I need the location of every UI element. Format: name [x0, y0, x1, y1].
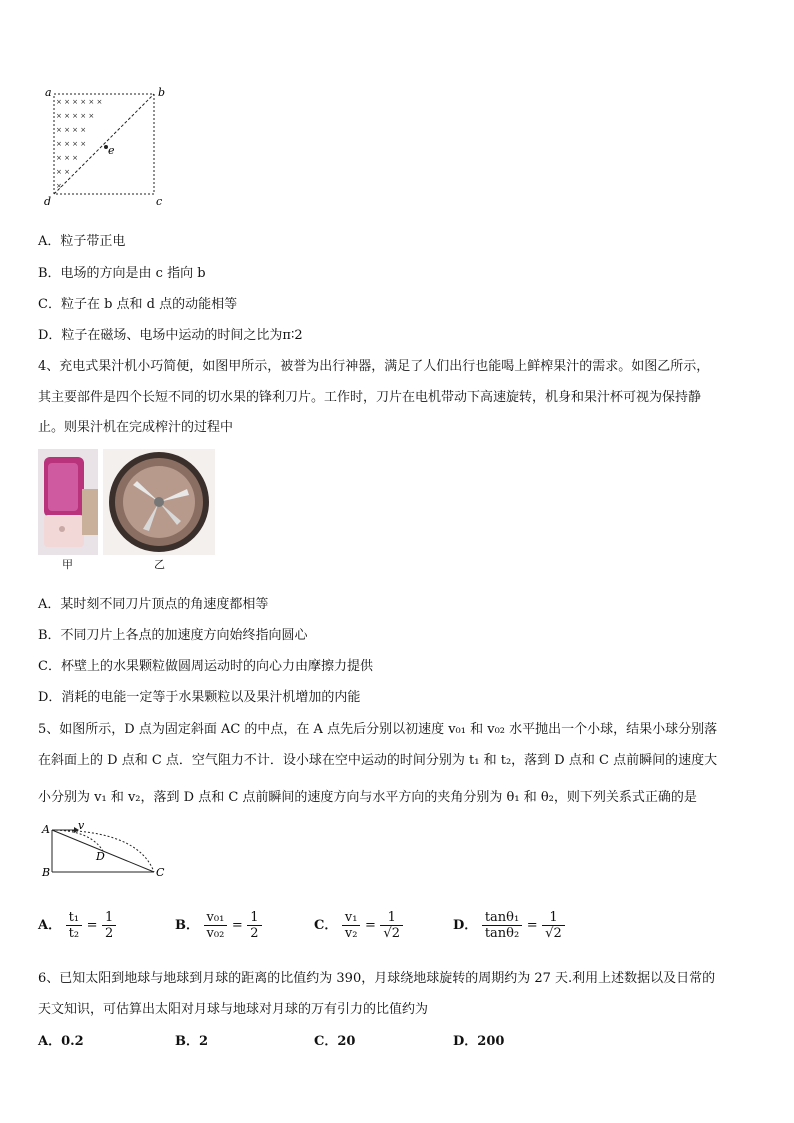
- q5-option-c: C． $\frac{\text{v₁}}{\text{v₂}}$ = $\frac{1}{√2}$: [314, 910, 403, 941]
- q3-option-a: A．粒子带正电: [38, 234, 126, 249]
- q5-d-den: tanθ₂: [484, 926, 520, 941]
- label-b: b: [158, 86, 166, 99]
- q5-c-den2: √2: [383, 926, 400, 941]
- q5-b-den: v₀₂: [206, 926, 225, 941]
- q5-b-num: v₀₁: [204, 910, 228, 926]
- q4-option-d: D．消耗的电能一定等于水果颗粒以及果汁机增加的内能: [38, 690, 361, 705]
- q5-b-den2: 2: [250, 926, 259, 941]
- label-C: C: [156, 866, 165, 879]
- label-D: D: [96, 850, 105, 863]
- q5-stem-line2: 在斜面上的 D 点和 C 点．空气阻力不计．设小球在空中运动的时间分别为 t₁ 和 t₂，落到 D 点和 C 点前瞬间的速度大: [38, 753, 718, 768]
- label-d: d: [44, 195, 52, 208]
- label-v: v: [78, 820, 85, 832]
- svg-text:× × × × ×: × × × × ×: [56, 112, 95, 120]
- q5-c-den: v₂: [344, 926, 358, 941]
- q5-b-num2: 1: [247, 910, 261, 926]
- q6-stem-line1: 6、已知太阳到地球与地球到月球的距离的比值约为 390，月球绕地球旋转的周期约为 27 天.利用上述数据以及日常的: [38, 971, 716, 986]
- q5-a-num2: 1: [102, 910, 116, 926]
- caption-yi: 乙: [154, 558, 165, 571]
- q5-option-b: B． $\frac{\text{v₀₁}}{\text{v₀₂}}$ = $\frac{1}{2}$: [175, 910, 262, 941]
- q5-c-num2: 1: [380, 910, 403, 926]
- label-c: c: [156, 195, 163, 208]
- label-B: B: [42, 866, 51, 879]
- svg-text:× × × × × ×: × × × × × ×: [56, 98, 103, 106]
- q3-option-c: C．粒子在 b 点和 d 点的动能相等: [38, 297, 238, 312]
- q5-option-b-label: B．: [175, 918, 199, 933]
- q5-option-a: A． $\frac{\text{t₁}}{\text{t₂}}$ = $\frac{1}{2}$: [38, 910, 116, 941]
- q5-stem-line3: 小分别为 v₁ 和 v₂，落到 D 点和 C 点前瞬间的速度方向与水平方向的夹角分别为 θ₁ 和 θ₂，则下列关系式正确的是: [38, 790, 697, 805]
- label-a: a: [45, 86, 52, 99]
- q5-figure: [38, 820, 168, 882]
- label-A: A: [42, 823, 50, 836]
- q4-stem-line1: 4、充电式果汁机小巧简便，如图甲所示，被誉为出行神器，满足了人们出行也能喝上鲜榨果汁的需求。如图乙所示，: [38, 359, 710, 374]
- q5-option-d: D． $\frac{\text{tanθ₁}}{\text{tanθ₂}}$ = $\frac{1}{√2}$: [453, 910, 565, 941]
- svg-text:× × × ×: × × × ×: [56, 126, 87, 134]
- q5-d-num2: 1: [542, 910, 565, 926]
- juicer-photo-jia: [38, 449, 98, 555]
- svg-text:×: ×: [56, 182, 62, 190]
- q4-option-c: C．杯壁上的水果颗粒做圆周运动时的向心力由摩擦力提供: [38, 659, 373, 674]
- caption-jia: 甲: [62, 558, 73, 571]
- svg-text:× × ×: × × ×: [56, 154, 79, 162]
- q6-option-c: C．20: [314, 1034, 356, 1049]
- q5-option-c-label: C．: [314, 918, 338, 933]
- q5-a-den: t₂: [68, 926, 80, 941]
- q3-diagram: [38, 84, 168, 210]
- q5-a-den2: 2: [105, 926, 114, 941]
- q5-a-num: t₁: [66, 910, 82, 926]
- q3-option-b: B．电场的方向是由 c 指向 b: [38, 266, 206, 281]
- q4-option-b: B．不同刀片上各点的加速度方向始终指向圆心: [38, 628, 308, 643]
- q3-figure: [38, 84, 168, 210]
- q5-c-num: v₁: [342, 910, 361, 926]
- q6-option-a: A．0.2: [38, 1034, 84, 1049]
- q6-stem-line2: 天文知识，可估算出太阳对月球与地球对月球的万有引力的比值约为: [38, 1002, 429, 1017]
- q6-option-d: D．200: [453, 1034, 505, 1049]
- svg-text:× × × ×: × × × ×: [56, 140, 87, 148]
- q3-option-d: D．粒子在磁场、电场中运动的时间之比为π∶2: [38, 328, 303, 343]
- q5-option-a-label: A．: [38, 918, 62, 933]
- q5-d-num: tanθ₁: [482, 910, 522, 926]
- q4-option-a: A．某时刻不同刀片顶点的角速度都相等: [38, 597, 269, 612]
- label-e: e: [108, 144, 115, 157]
- juicer-photo-yi: [103, 449, 215, 555]
- q5-option-d-label: D．: [453, 918, 478, 933]
- q4-stem-line2: 其主要部件是四个长短不同的切水果的锋利刀片。工作时，刀片在电机带动下高速旋转，机身和果汁杯可视为保持静: [38, 390, 702, 405]
- q4-stem-line3: 止。则果汁机在完成榨汁的过程中: [38, 420, 234, 435]
- svg-text:× ×: × ×: [56, 168, 70, 176]
- q5-stem-line1: 5、如图所示，D 点为固定斜面 AC 的中点，在 A 点先后分别以初速度 v₀₁ 和 v₀₂ 水平抛出一个小球，结果小球分别落: [38, 722, 718, 737]
- q6-option-b: B．2: [175, 1034, 209, 1049]
- q5-d-den2: √2: [545, 926, 562, 941]
